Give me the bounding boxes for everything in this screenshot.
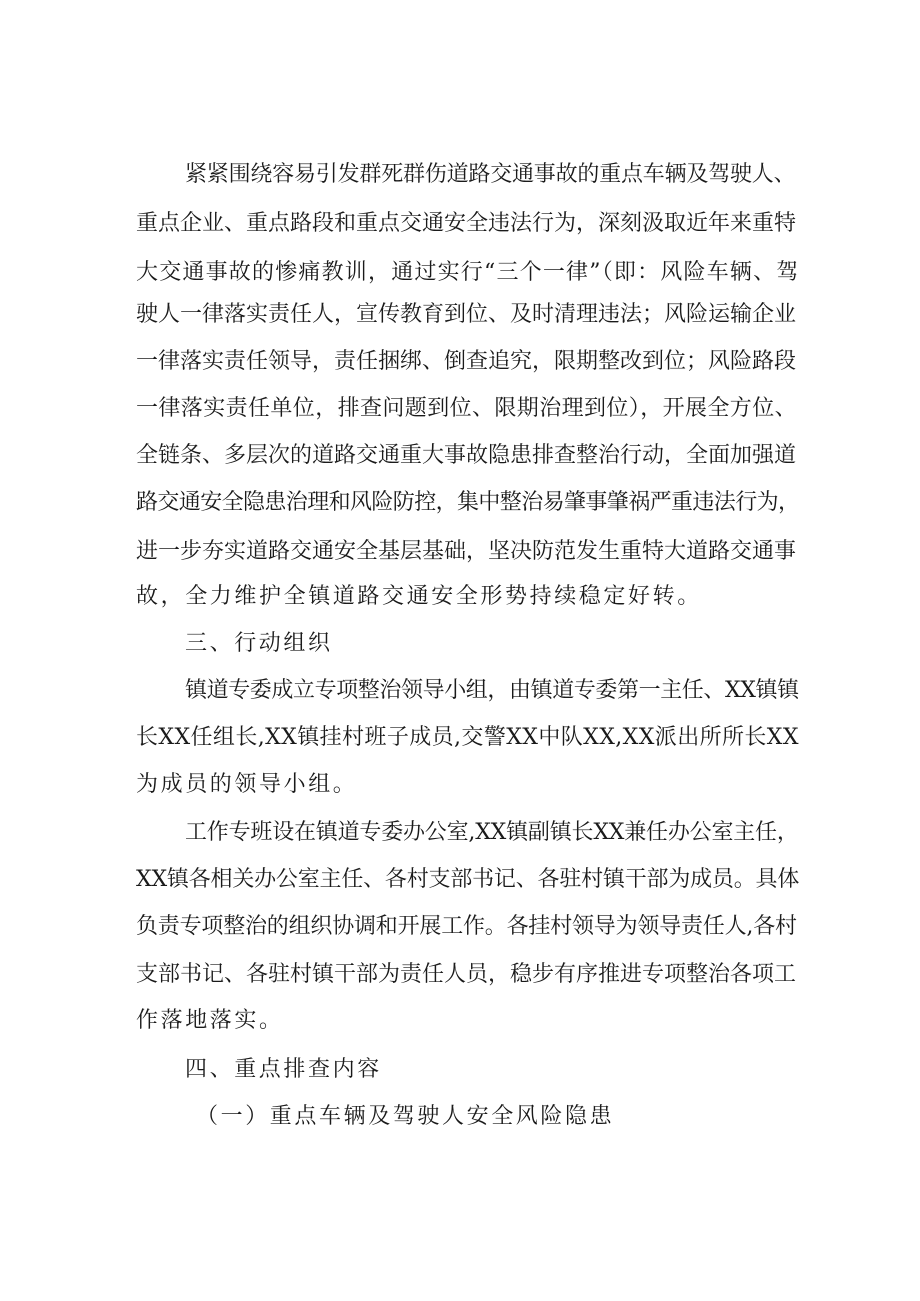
paragraph-line: 一律落实责任单位，排查问题到位、限期治理到位），开展全方位、 bbox=[136, 396, 798, 421]
paragraph-line: 路交通安全隐患治理和风险防控，集中整治易肇事肇祸严重违法行为， bbox=[136, 490, 800, 515]
paragraph-line: 工作专班设在镇道专委办公室,XX镇副镇长XX兼任办公室主任， bbox=[185, 820, 799, 845]
section-heading: 四、重点排查内容 bbox=[185, 1057, 382, 1082]
subsection-heading: （一）重点车辆及驾驶人安全风险隐患 bbox=[196, 1104, 615, 1129]
paragraph-line: 全链条、多层次的道路交通重大事故隐患排查整治行动，全面加强道 bbox=[136, 443, 797, 468]
paragraph-line: 进一步夯实道路交通安全基层基础，坚决防范发生重特大道路交通事 bbox=[136, 539, 797, 564]
paragraph-line: XX镇各相关办公室主任、各村支部书记、各驻村镇干部为成员。具体 bbox=[136, 867, 800, 892]
paragraph-line: 负责专项整治的组织协调和开展工作。各挂村领导为领导责任人,各村 bbox=[136, 914, 797, 939]
paragraph-line: 一律落实责任领导，责任捆绑、倒查追究，限期整改到位；风险路段 bbox=[136, 349, 797, 374]
paragraph-line: 长XX任组长,XX镇挂村班子成员,交警XX中队XX,XX派出所所长XX bbox=[136, 725, 799, 750]
paragraph-line: 驶人一律落实责任人，宣传教育到位、及时清理违法；风险运输企业 bbox=[136, 302, 797, 327]
paragraph-line: 紧紧围绕容易引发群死群伤道路交通事故的重点车辆及驾驶人、 bbox=[185, 162, 796, 187]
paragraph-line: 大交通事故的惨痛教训，通过实行“三个一律”（即：风险车辆、驾 bbox=[136, 260, 800, 285]
paragraph-line: 故，全力维护全镇道路交通安全形势持续稳定好转。 bbox=[136, 584, 702, 609]
paragraph-line: 支部书记、各驻村镇干部为责任人员，稳步有序推进专项整治各项工 bbox=[136, 962, 797, 987]
section-heading: 三、行动组织 bbox=[185, 631, 333, 656]
paragraph-line: 重点企业、重点路段和重点交通安全违法行为，深刻汲取近年来重特 bbox=[136, 211, 797, 236]
paragraph-line: 作落地落实。 bbox=[136, 1008, 284, 1033]
paragraph-line: 镇道专委成立专项整治领导小组，由镇道专委第一主任、XX镇镇 bbox=[185, 678, 799, 703]
paragraph-line: 为成员的领导小组。 bbox=[136, 772, 358, 797]
